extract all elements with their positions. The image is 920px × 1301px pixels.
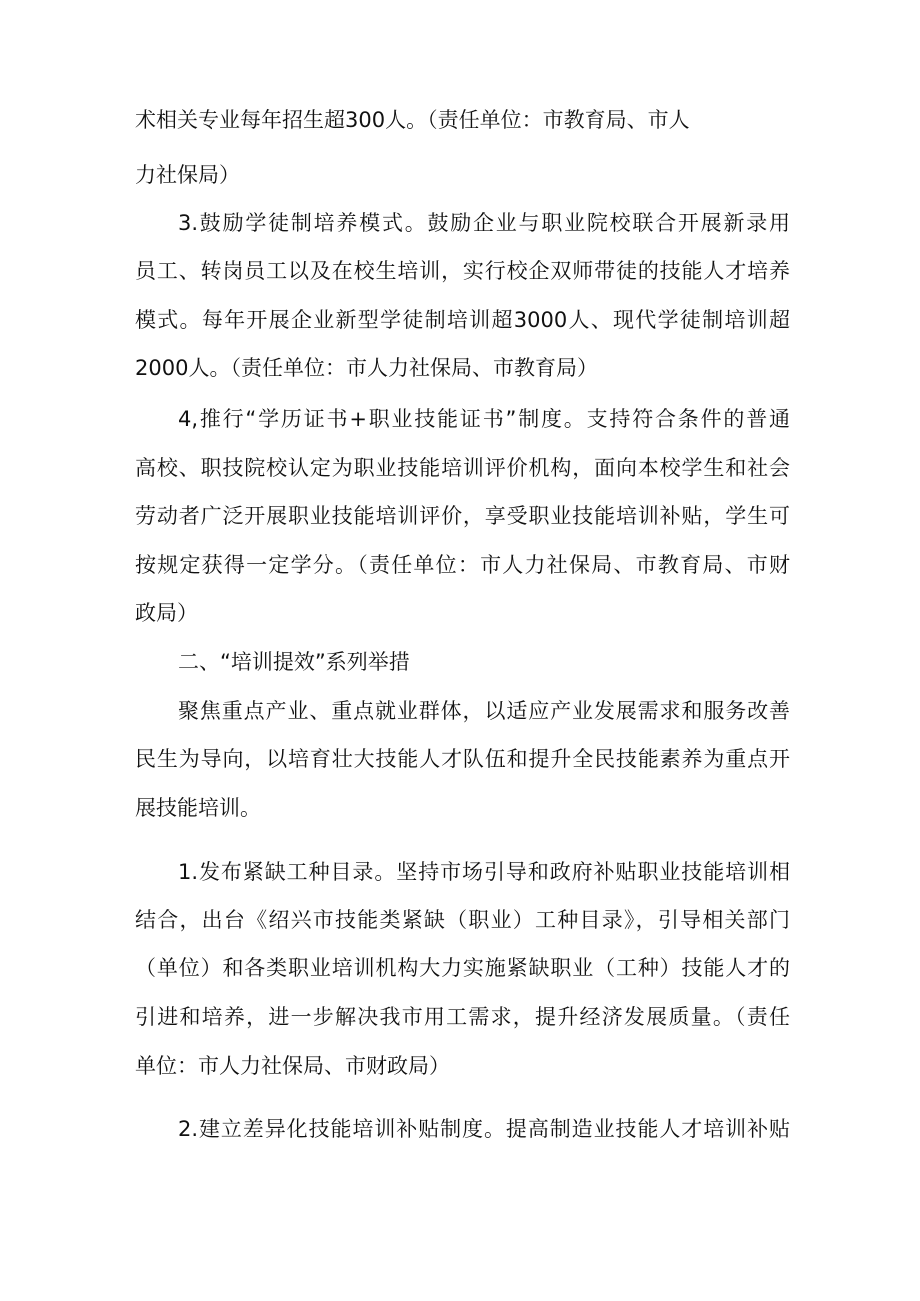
text-line: 高校、职技院校认定为职业技能培训评价机构，面向本校学生和社会	[135, 456, 790, 480]
text-line: 民生为导向，以培育壮大技能人才队伍和提升全民技能素养为重点开	[135, 747, 790, 771]
text-line: （单位）和各类职业培训机构大力实施紧缺职业（工种）技能人才的	[135, 956, 790, 980]
text-line: 术相关专业每年招生超300人。（责任单位：市教育局、市人	[135, 108, 690, 132]
text-line: 单位：市人力社保局、市财政局）	[135, 1054, 450, 1078]
text-line: 模式。每年开展企业新型学徒制培训超3000人、现代学徒制培训超	[135, 308, 790, 332]
section-heading: 二、“培训提效”系列举措	[178, 650, 410, 674]
text-line: 结合，出台《绍兴市技能类紧缺（职业）工种目录》，引导相关部门	[135, 908, 790, 932]
text-line: 力社保局）	[135, 163, 240, 187]
text-line: 劳动者广泛开展职业技能培训评价，享受职业技能培训补贴，学生可	[135, 504, 790, 528]
text-line: 按规定获得一定学分。（责任单位：市人力社保局、市教育局、市财	[135, 553, 790, 577]
text-line: 聚焦重点产业、重点就业群体，以适应产业发展需求和服务改善	[178, 699, 790, 723]
text-line: 1.发布紧缺工种目录。坚持市场引导和政府补贴职业技能培训相	[178, 860, 790, 884]
text-line: 2.建立差异化技能培训补贴制度。提高制造业技能人才培训补贴	[178, 1117, 790, 1141]
text-line: 4,推行“学历证书+职业技能证书”制度。支持符合条件的普通	[178, 407, 790, 431]
text-line: 2000人。（责任单位：市人力社保局、市教育局）	[135, 356, 598, 380]
text-line: 3.鼓励学徒制培养模式。鼓励企业与职业院校联合开展新录用	[178, 211, 790, 235]
text-line: 政局）	[135, 601, 198, 625]
text-line: 员工、转岗员工以及在校生培训，实行校企双师带徒的技能人才培养	[135, 259, 790, 283]
text-line: 引进和培养，进一步解决我市用工需求，提升经济发展质量。（责任	[135, 1005, 790, 1029]
text-line: 展技能培训。	[135, 796, 261, 820]
